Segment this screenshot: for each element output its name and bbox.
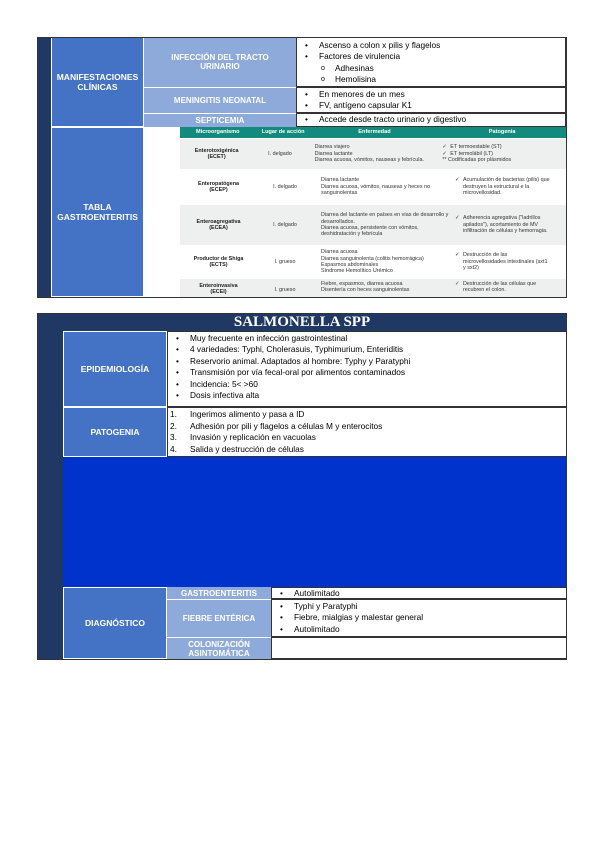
- pathogenesis-steps: [168, 409, 566, 455]
- pathogenesis-cell: [451, 246, 551, 278]
- list-item: • Autolimitado: [294, 624, 566, 635]
- disease-line: Diarrea sanguinolenta (colitis hemorrágica): [321, 255, 424, 262]
- list-item: o Hemolisina: [335, 74, 565, 85]
- disease-line: Síndrome Hemolítico Urémico: [321, 268, 393, 275]
- disease-line: Diarrea acuosa, vómitos, nauseas y heces no sanguinolentas: [321, 183, 431, 197]
- epidemiology-bullets: [168, 333, 566, 401]
- epidemiology-content: [167, 331, 567, 407]
- column-header: Enfermedad: [358, 129, 391, 136]
- list-item: • Autolimitado: [294, 588, 566, 598]
- list-item: • Fiebre, mialgias y malestar general: [294, 612, 566, 623]
- step-text: Adhesión por pili y flagelos a células M y enterocitos: [190, 420, 383, 431]
- section1-left-bar: [37, 37, 51, 297]
- disease-line: Diarrea lactante: [321, 177, 360, 184]
- asymptomatic-colonization-label: COLONIZACIÓN ASINTOMÁTICA: [167, 637, 271, 659]
- organism-abbr: (ECEI): [210, 289, 227, 296]
- list-item: • Dosis infectiva alta: [190, 390, 566, 401]
- gastroenteritis-content: [271, 587, 567, 599]
- place-cell: I. delgado: [273, 183, 297, 190]
- disease-cell: [313, 205, 451, 245]
- enteric-fever-label: FIEBRE ENTÉRICA: [167, 599, 271, 637]
- list-item: • Accede desde tracto urinario y digestivo: [319, 114, 565, 125]
- list-item: • Incidencia: 5< >60: [190, 379, 566, 390]
- disease-cell: [313, 279, 451, 297]
- meningitis-content: [296, 87, 566, 113]
- organism-abbr: (ECET): [207, 154, 226, 160]
- pathogenesis-cell: [451, 205, 551, 245]
- organism-name: Enteropatógena: [197, 180, 240, 187]
- organism-cell: [180, 279, 257, 297]
- column-header: Microorganismo: [196, 129, 240, 136]
- list-item: [170, 420, 566, 433]
- organism-name: Enterotoxigénica: [194, 147, 239, 154]
- step-text: Ingerimos alimento y pasa a ID: [190, 409, 305, 419]
- table-row: [180, 139, 566, 170]
- place-cell: I. grueso: [274, 286, 296, 293]
- pathogenesis-line: ✓ ET termolábil (LT): [442, 151, 566, 157]
- disease-line: Disentería con heces sanguinolentas: [321, 287, 410, 294]
- organism-cell: [180, 205, 257, 245]
- list-item: • Factores de virulencia: [319, 51, 565, 62]
- meningitis-label: MENINGITIS NEONATAL: [144, 87, 296, 113]
- uti-label: INFECCIÓN DEL TRACTO URINARIO: [144, 37, 296, 87]
- salmonella-title: SALMONELLA SPP: [233, 314, 371, 330]
- table-header: [180, 127, 566, 139]
- pathogenesis-cell: [451, 279, 551, 297]
- organism-cell: [180, 246, 257, 278]
- step-number: 1.: [170, 409, 177, 419]
- disease-cell: [313, 170, 451, 204]
- list-item: • En menores de un mes: [319, 89, 565, 100]
- list-item: o Adhesinas: [335, 63, 565, 74]
- list-item: • FV, antígeno capsular K1: [319, 100, 565, 111]
- epidemiology-label: EPIDEMIOLOGÍA: [63, 331, 167, 407]
- list-item: [170, 443, 566, 456]
- disease-line: Fiebre, espasmos, diarrea acuosa: [321, 281, 403, 287]
- pathogenesis-label: PATOGENIA: [63, 407, 167, 457]
- gastroenteritis-label: GASTROENTERITIS: [167, 587, 271, 599]
- septicemia-content: [296, 113, 566, 127]
- disease-line: Diarrea viajero: [314, 144, 350, 151]
- diagnosis-label: DIAGNÓSTICO: [63, 587, 167, 659]
- list-item: • 4 variedades: Typhi, Cholerasuis, Typhimurium, Enteriditis: [190, 344, 566, 355]
- pathogenesis-line: ✓ ET termoestable (ST): [442, 144, 566, 150]
- place-cell: I. grueso: [274, 258, 296, 265]
- disease-line: Diarrea acuosa: [321, 249, 358, 256]
- salmonella-title-bar: [37, 313, 567, 331]
- place-cell: I. delgado: [273, 221, 297, 228]
- list-item: • Transmisión por vía fecal-oral por alimentos contaminados: [190, 367, 566, 378]
- disease-line: Diarrea acuosa, vómitos, nauseas y febrícula.: [314, 157, 424, 164]
- organism-abbr: (ECEA): [209, 225, 228, 231]
- organism-abbr: (ECTS): [209, 262, 228, 268]
- gastro-table-label: TABLA GASTROENTERITIS: [51, 127, 144, 297]
- disease-line: Diarrea del lactante en países en vías de desarrollo y desarrollados.: [321, 212, 449, 225]
- step-number: 4.: [170, 443, 177, 454]
- pathogenesis-line: ✓ Acumulación de bacterias (pilis) que destruyen la estructural e la microvellosidad.: [455, 177, 551, 196]
- table-row: [180, 205, 566, 246]
- septicemia-label: SEPTICEMIA: [144, 113, 296, 127]
- uti-sub-bullets: [297, 63, 565, 86]
- list-item: [170, 432, 566, 444]
- disease-cell: [313, 246, 451, 278]
- enteric-fever-content: [271, 599, 567, 637]
- step-text: Salida y destrucción de células: [190, 443, 304, 454]
- organism-name: Productor de Shiga: [193, 255, 244, 262]
- pathogenesis-line: ✓ Adherencia agregativa ("ladrillos apilados"), acortamiento de MV infiltración de células y hemorragia.: [455, 215, 551, 234]
- gastroenteritis-table: [180, 127, 566, 297]
- pathogenesis-line: ✓ Destrucción de las células que recubren el colon.: [455, 281, 551, 294]
- pathogenesis-line: ✓ Destrucción de las microvellosidades intestinales (sxt1 y sxt2): [455, 252, 551, 271]
- column-header: Lugar de acción: [261, 129, 305, 136]
- disease-line: Espasmos abdominales: [321, 262, 379, 268]
- pathogenesis-content: [167, 407, 567, 457]
- step-number: 3.: [170, 432, 177, 443]
- organism-cell: [180, 170, 257, 204]
- list-item: [170, 409, 566, 421]
- section2-left-bar: [37, 331, 63, 659]
- uti-bullets: [297, 40, 565, 63]
- enteric-fever-bullets: [272, 601, 566, 635]
- table-row: [180, 170, 566, 205]
- organism-name: Enteroagregativa: [196, 218, 241, 225]
- asymptomatic-colonization-content: [271, 637, 567, 659]
- place-cell: I. delgado: [268, 150, 292, 157]
- step-text: Invasión y replicación en vacuolas: [190, 432, 316, 443]
- uti-content: [296, 37, 566, 87]
- organism-name: Enteroinvasiva: [199, 283, 238, 289]
- organism-cell: [180, 139, 253, 169]
- septicemia-bullets: [297, 114, 565, 125]
- list-item: • Reservorio animal. Adaptados al hombre: Typhy y Paratyphi: [190, 356, 566, 367]
- disease-line: Diarrea lactante: [314, 150, 353, 157]
- clinical-manifestations-label: MANIFESTACIONES CLÍNICAS: [51, 37, 144, 127]
- step-number: 2.: [170, 420, 177, 431]
- list-item: • Ascenso a colon x pilis y flagelos: [319, 40, 565, 51]
- organism-abbr: (ECEP): [209, 187, 228, 193]
- list-item: • Muy frecuente en infección gastrointestinal: [190, 333, 566, 344]
- pathogenesis-note: ** Codificadas por plásmidos: [442, 157, 512, 164]
- blue-placeholder-block: [63, 457, 567, 587]
- pathogenesis-cell: [451, 170, 551, 204]
- list-item: • Typhi y Paratyphi: [294, 601, 566, 612]
- disease-line: Diarrea acuosa, persistente con vómitos, deshidratación y febrícula: [321, 225, 419, 238]
- pathogenesis-cell: [438, 139, 566, 169]
- column-header: Patogenia: [488, 129, 516, 136]
- gastroenteritis-bullets: [272, 588, 566, 598]
- disease-cell: [307, 139, 439, 169]
- table-row: [180, 246, 566, 279]
- table-row: [180, 279, 566, 297]
- meningitis-bullets: [297, 89, 565, 112]
